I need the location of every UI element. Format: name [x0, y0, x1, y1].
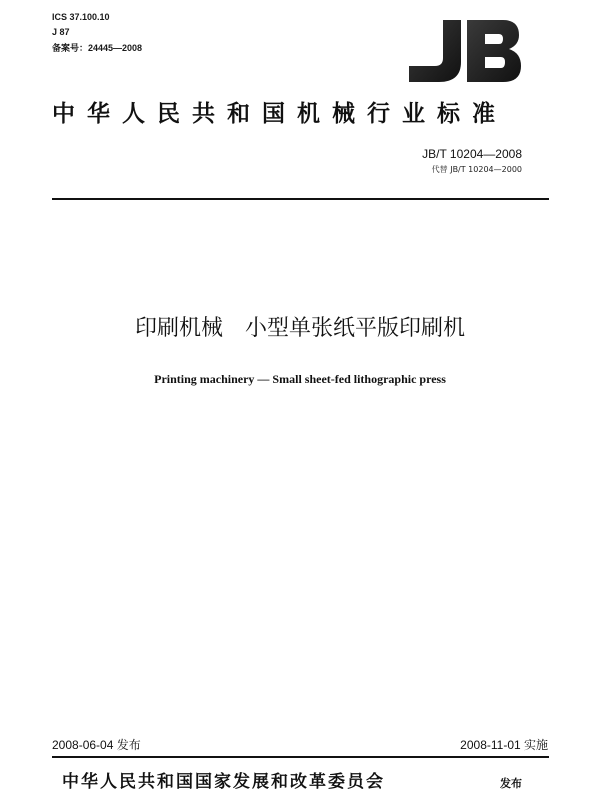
- issuer-suffix: 发布: [500, 777, 522, 790]
- title-english: Printing machinery — Small sheet-fed lithographic press: [154, 372, 446, 386]
- title-chinese-part1: 印刷机械: [134, 316, 223, 341]
- standard-category-heading: 中华人民共和国机械行业标准: [52, 101, 507, 127]
- jb-logo: [405, 16, 523, 86]
- top-divider: [52, 198, 549, 200]
- ics-code: ICS 37.100.10: [52, 12, 110, 22]
- issuing-authority: 中华人民共和国国家发展和改革委员会: [62, 772, 385, 792]
- filing-number: 备案号：24445—2008: [52, 43, 143, 53]
- ccs-code: J 87: [52, 27, 70, 37]
- implementation-date: 2008-11-01 实施: [460, 738, 548, 752]
- standard-code: JB/T 10204—2008: [422, 147, 522, 161]
- title-chinese-part2: 小型单张纸平版印刷机: [245, 316, 466, 341]
- title-chinese: [0, 315, 600, 343]
- bottom-divider: [52, 756, 549, 758]
- issue-date: 2008-06-04 发布: [52, 738, 141, 752]
- supersedes-note: 代替 JB/T 10204—2000: [431, 165, 522, 174]
